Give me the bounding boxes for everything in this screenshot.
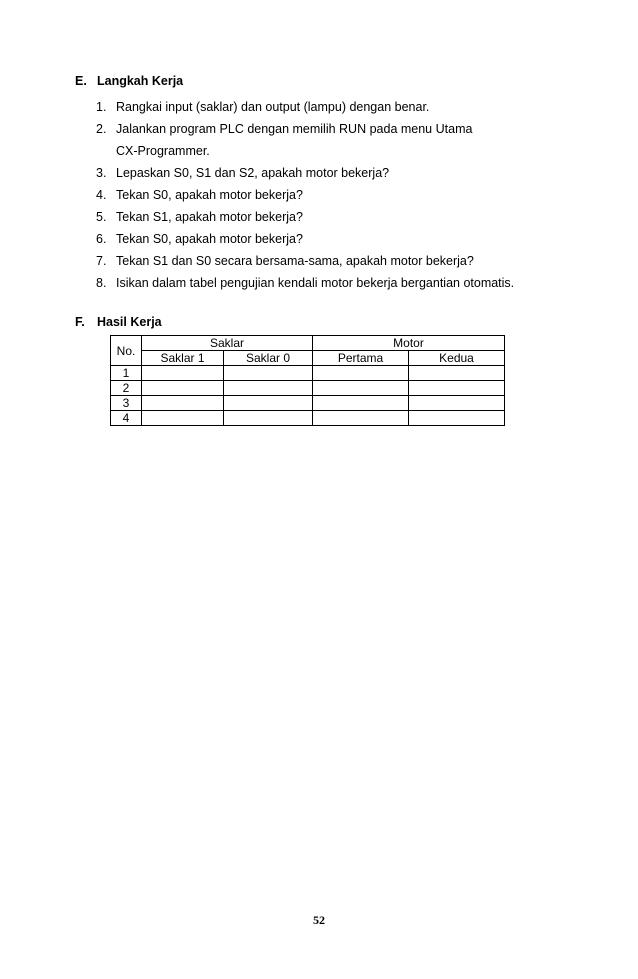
section-f-heading [75, 315, 162, 329]
section-e-letter: E. [75, 74, 87, 88]
kedua-header: Kedua [409, 351, 505, 366]
empty-cell [313, 396, 409, 411]
steps-list [96, 96, 514, 294]
step-item [96, 228, 514, 250]
step-item [96, 118, 514, 162]
table-row [111, 411, 505, 426]
empty-cell [224, 396, 313, 411]
step-number: 4. [96, 188, 107, 202]
empty-cell [409, 396, 505, 411]
saklar-group-header: Saklar [142, 336, 313, 351]
step-number: 5. [96, 210, 107, 224]
row-number: 2 [111, 381, 142, 396]
step-text: Jalankan program PLC dengan memilih RUN pada menu Utama [116, 122, 473, 136]
page-number: 52 [313, 913, 325, 927]
step-number: 6. [96, 232, 107, 246]
empty-cell [142, 411, 224, 426]
step-item [96, 272, 514, 294]
table-row [111, 366, 505, 381]
empty-cell [142, 381, 224, 396]
motor-group-header: Motor [313, 336, 505, 351]
empty-cell [224, 381, 313, 396]
empty-cell [313, 381, 409, 396]
no-header: No. [111, 336, 142, 366]
table-row [111, 381, 505, 396]
section-f-title: Hasil Kerja [97, 315, 162, 329]
saklar-1-header: Saklar 1 [142, 351, 224, 366]
step-item [96, 250, 514, 272]
step-text: Isikan dalam tabel pengujian kendali motor bekerja bergantian otomatis. [116, 276, 515, 290]
saklar-0-header: Saklar 0 [224, 351, 313, 366]
empty-cell [409, 381, 505, 396]
step-text-continuation: CX-Programmer. [116, 144, 210, 158]
empty-cell [142, 366, 224, 381]
empty-cell [313, 411, 409, 426]
row-number: 3 [111, 396, 142, 411]
row-number: 1 [111, 366, 142, 381]
empty-cell [224, 411, 313, 426]
empty-cell [224, 366, 313, 381]
section-f-letter: F. [75, 315, 85, 329]
step-item [96, 96, 514, 118]
step-number: 3. [96, 166, 107, 180]
step-text: Tekan S0, apakah motor bekerja? [116, 188, 303, 202]
results-table [110, 335, 505, 426]
step-number: 7. [96, 254, 107, 268]
table-row [111, 396, 505, 411]
empty-cell [409, 411, 505, 426]
empty-cell [142, 396, 224, 411]
row-number: 4 [111, 411, 142, 426]
table-subheader-row [111, 351, 505, 366]
pertama-header: Pertama [313, 351, 409, 366]
step-number: 8. [96, 276, 107, 290]
table-header-row [111, 336, 505, 351]
empty-cell [313, 366, 409, 381]
step-number: 1. [96, 100, 107, 114]
step-text: Tekan S0, apakah motor bekerja? [116, 232, 303, 246]
section-e-heading [75, 74, 183, 88]
step-text: Lepaskan S0, S1 dan S2, apakah motor bekerja? [116, 166, 390, 180]
step-text: Tekan S1, apakah motor bekerja? [116, 210, 303, 224]
empty-cell [409, 366, 505, 381]
step-number: 2. [96, 122, 107, 136]
step-text: Tekan S1 dan S0 secara bersama-sama, apakah motor bekerja? [116, 254, 474, 268]
step-item [96, 184, 514, 206]
step-item [96, 162, 514, 184]
step-text: Rangkai input (saklar) dan output (lampu) dengan benar. [116, 100, 430, 114]
step-item [96, 206, 514, 228]
section-e-title: Langkah Kerja [97, 74, 184, 88]
